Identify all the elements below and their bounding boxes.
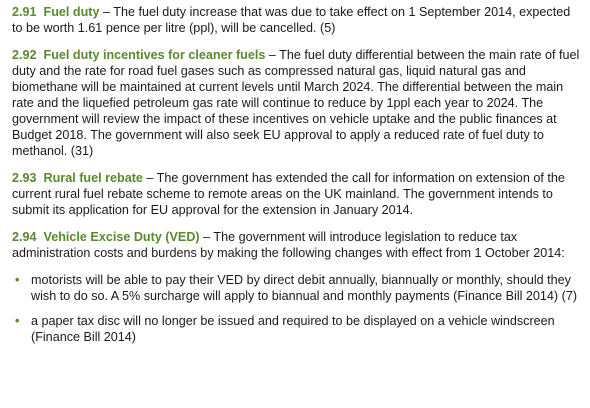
list-item-text: a paper tax disc will no longer be issued and required to be displayed on a vehicle windscreen (Finance Bill 2014) xyxy=(31,314,555,344)
document-page xyxy=(12,4,584,354)
section-number: 2.93 xyxy=(12,171,37,185)
section-number: 2.92 xyxy=(12,48,37,62)
paragraph-2-92 xyxy=(12,47,584,159)
section-heading: Rural fuel rebate xyxy=(43,171,143,185)
bullet-marker-icon: • xyxy=(15,273,20,287)
bullet-marker-icon: • xyxy=(15,314,20,328)
section-body: – The fuel duty increase that was due to take effect on 1 September 2014, expected to be worth 1.61 pence per litre (ppl), will be cancelled. (5) xyxy=(12,5,571,35)
section-heading: Fuel duty xyxy=(43,5,100,19)
paragraph-2-94 xyxy=(12,229,584,261)
section-body: – The government has extended the call for information on extension of the current rural fuel rebate scheme to remote areas on the UK mainland. The government intends to submit its application for EU approval for the extension in January 2014. xyxy=(12,171,565,217)
section-body: – The government will introduce legislation to reduce tax administration costs and burdens by making the following changes with effect from 1 October 2014: xyxy=(12,230,565,260)
paragraph-2-91 xyxy=(12,4,584,36)
paragraph-2-93 xyxy=(12,170,584,218)
bullet-list xyxy=(12,272,584,345)
list-item-text: motorists will be able to pay their VED by direct debit annually, biannually or monthly, should they wish to do so. A 5% surcharge will apply to biannual and monthly payments (Finance Bill 2014) (7) xyxy=(31,273,578,303)
section-number: 2.94 xyxy=(12,230,37,244)
list-item xyxy=(12,272,584,304)
section-heading: Vehicle Excise Duty (VED) xyxy=(43,230,200,244)
section-body: – The fuel duty differential between the main rate of fuel duty and the rate for road fuel gases such as compressed natural gas, liquid natural gas and biomethane will be maintained at current levels until March 2024. The differential between the main rate and the liquefied petroleum gas rate will continue to reduce by 1ppl each year to 2024. The government will review the impact of these incentives on vehicle uptake and the public finances at Budget 2018. The government will also seek EU approval to apply a reduced rate of fuel duty to methanol. (31) xyxy=(12,48,580,158)
section-number: 2.91 xyxy=(12,5,37,19)
section-heading: Fuel duty incentives for cleaner fuels xyxy=(43,48,266,62)
list-item xyxy=(12,313,584,345)
